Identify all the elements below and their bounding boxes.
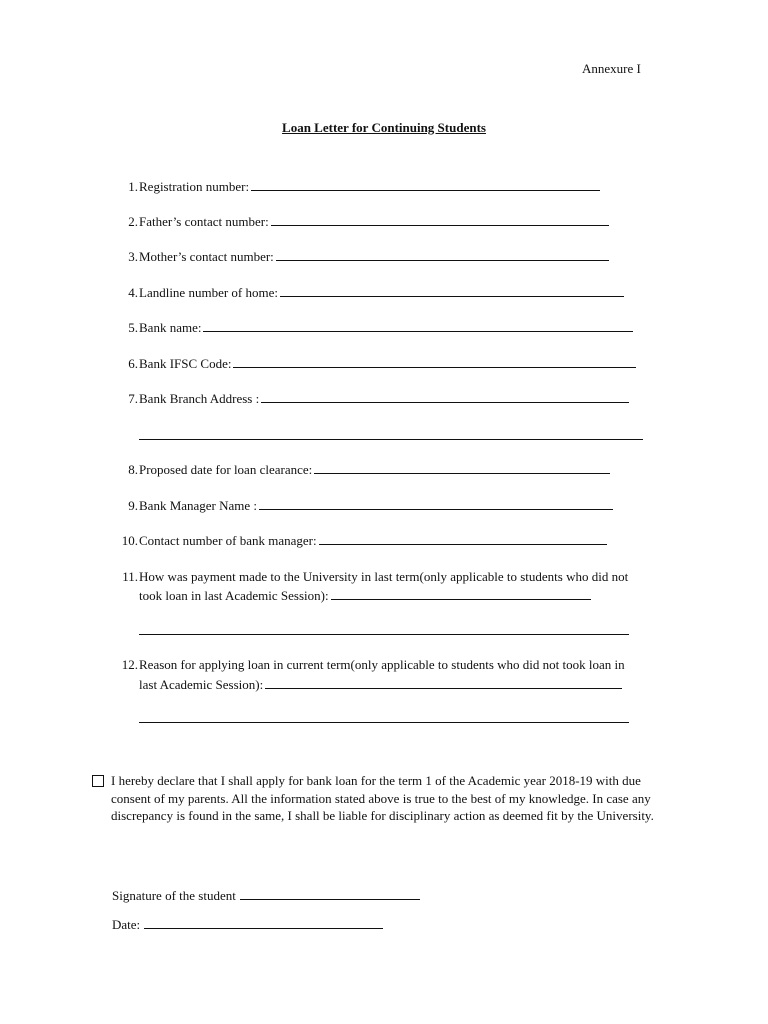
bank-manager-name-field[interactable]	[259, 497, 613, 510]
signature-field[interactable]	[240, 887, 420, 900]
payment-method-label-continued: took loan in last Academic Session):	[139, 588, 329, 603]
registration-number-label: Registration number:	[139, 179, 250, 194]
item-number: 5.	[128, 320, 138, 335]
date-field[interactable]	[144, 916, 383, 929]
branch-address-label: Bank Branch Address :	[139, 391, 260, 406]
date-label: Date:	[112, 917, 141, 932]
father-contact-label: Father’s contact number:	[139, 214, 269, 229]
bank-name-field[interactable]	[203, 319, 633, 332]
bank-manager-name-label: Bank Manager Name :	[139, 498, 258, 513]
loan-clearance-date-label: Proposed date for loan clearance:	[139, 462, 313, 477]
payment-method-continuation-field[interactable]	[139, 634, 629, 635]
declaration-text: I hereby declare that I shall apply for bank loan for the term 1 of the Academic year 2018-19 with due consent of my parents. All the information stated above is true to the best of my knowledge. In case any discrepancy is found in the same, I shall be liable for disciplinary action as deemed fit by the University.	[111, 773, 654, 823]
item-number: 4.	[128, 285, 138, 300]
item-number: 3.	[128, 249, 138, 264]
father-contact-field[interactable]	[271, 213, 609, 226]
loan-reason-label: Reason for applying loan in current term(only applicable to students who did not took loan in	[139, 657, 625, 672]
page-title: Loan Letter for Continuing Students	[282, 120, 486, 135]
item-number: 9.	[128, 498, 138, 513]
signature-label: Signature of the student	[112, 888, 236, 903]
bank-manager-contact-label: Contact number of bank manager:	[139, 533, 317, 548]
item-number: 10.	[121, 533, 138, 548]
annexure-label: Annexure I	[582, 61, 641, 76]
loan-reason-continuation-field[interactable]	[139, 722, 629, 723]
payment-method-label: How was payment made to the University in last term(only applicable to students who did not	[139, 569, 629, 584]
item-number: 12.	[121, 657, 138, 672]
signature-row	[112, 887, 420, 904]
landline-label: Landline number of home:	[139, 285, 278, 300]
loan-reason-field[interactable]	[265, 676, 622, 689]
branch-address-continuation-field[interactable]	[139, 439, 643, 440]
item-number: 11.	[122, 569, 138, 584]
item-number: 7.	[128, 391, 138, 406]
loan-reason-label-continued: last Academic Session):	[139, 677, 264, 692]
ifsc-field[interactable]	[233, 355, 636, 368]
item-number: 1.	[128, 179, 138, 194]
branch-address-field[interactable]	[261, 390, 629, 403]
ifsc-label: Bank IFSC Code:	[139, 356, 232, 371]
item-number: 8.	[128, 462, 138, 477]
declaration-checkbox[interactable]	[92, 775, 104, 787]
bank-name-label: Bank name:	[139, 320, 202, 335]
date-row	[112, 916, 383, 933]
item-number: 2.	[128, 214, 138, 229]
landline-field[interactable]	[280, 284, 624, 297]
mother-contact-label: Mother’s contact number:	[139, 249, 274, 264]
bank-manager-contact-field[interactable]	[319, 532, 607, 545]
item-number: 6.	[128, 356, 138, 371]
payment-method-field[interactable]	[331, 587, 591, 600]
registration-number-field[interactable]	[251, 178, 600, 191]
mother-contact-field[interactable]	[276, 248, 609, 261]
loan-clearance-date-field[interactable]	[314, 461, 610, 474]
